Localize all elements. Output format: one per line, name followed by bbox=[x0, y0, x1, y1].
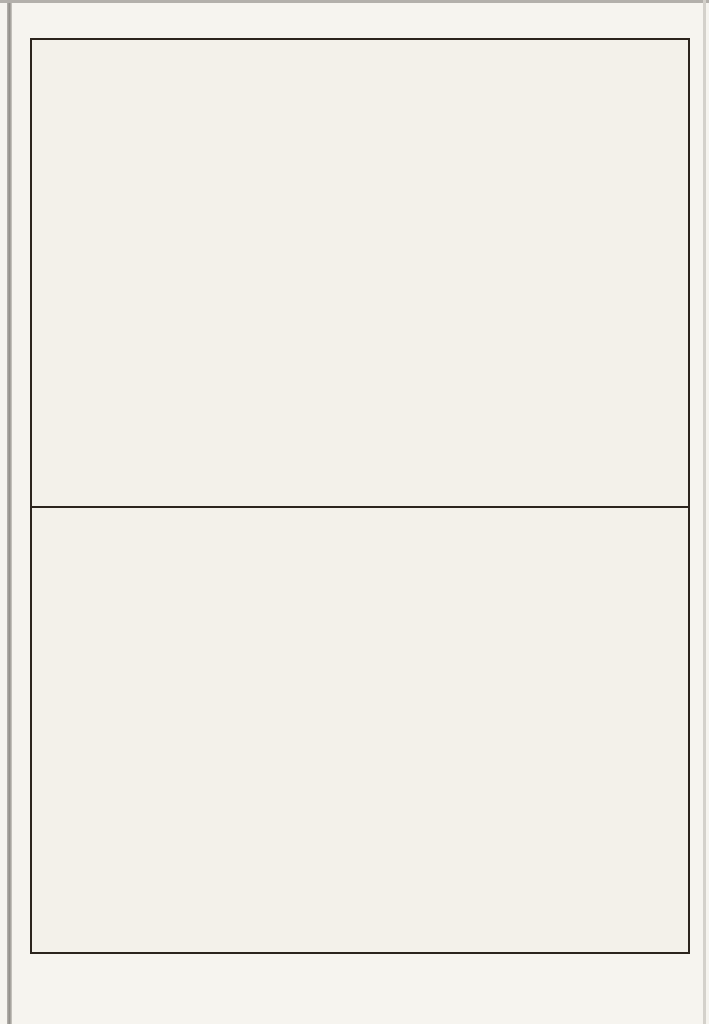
footnotes-block bbox=[32, 508, 40, 800]
scan-edge-left bbox=[7, 0, 12, 1024]
bottom-section bbox=[32, 508, 688, 952]
footnotes-area bbox=[32, 508, 330, 952]
scan-edge-right bbox=[703, 0, 706, 1024]
bottom-table bbox=[330, 508, 688, 952]
document-frame bbox=[30, 38, 690, 954]
top-table bbox=[32, 40, 688, 508]
scan-edge-top bbox=[0, 0, 709, 3]
